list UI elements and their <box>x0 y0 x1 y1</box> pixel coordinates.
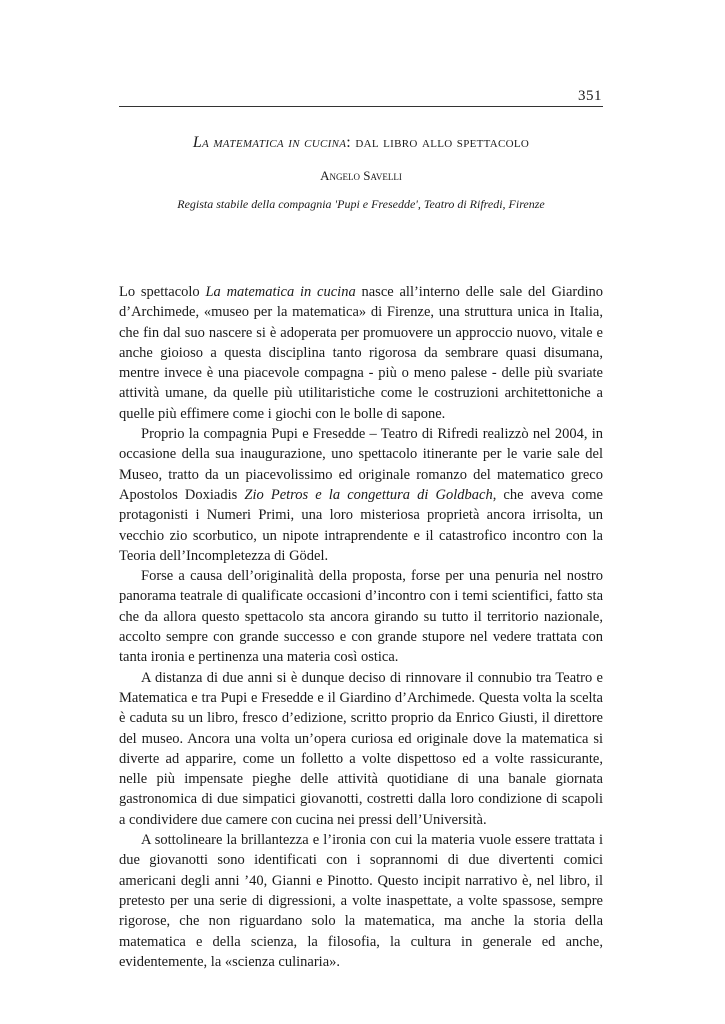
paragraph-2 <box>119 424 603 566</box>
paragraph-2-start: Proprio la compagnia Pupi e Fresedde – Teatro di Rifredi realizzò nel 2004, in occasione della sua inaugurazione, uno spettacolo itinerante per le varie sale del Museo, tratto da un piacevolissimo ed originale romanzo del matematico greco Apostolos Doxiadis <box>119 426 603 503</box>
paragraph-1-end: nasce all’interno delle sale del Giardino d’Archimede, «museo per la matematica» di Firenze, una struttura unica in Italia, che fin dal suo nascere si è adoperata per promuovere un approccio nuovo, vitale e anche gioioso a questa disciplina tanto rigorosa da sembrare quasi disumana, mentre invece è una piacevole compagna - più o meno palese - delle più svariate attività umane, da quelle più utilitaristiche come le costruzioni architettoniche a quelle più effimere come i giochi con le bolle di sapone. <box>119 284 603 422</box>
paragraph-3: Forse a causa dell’originalità della proposta, forse per una penuria nel nostro panorama teatrale di qualificate occasioni d’incontro con i temi scientifici, fatto sta che da allora questo spettacolo sta ancora girando su tutto il territorio nazionale, accolto sempre con grande successo e con grande stupore nel vedere trattata con tanta ironia e pertinenza una materia così ostica. <box>119 568 603 666</box>
paragraph-2-end: , che aveva come protagonisti i Numeri Primi, una loro misteriosa proprietà ancora irrisolta, un vecchio zio scorbutico, un nipote intraprendente e il catastrofico incontro con la Teoria dell’Incompletezza di Gödel. <box>119 486 603 564</box>
title-rest: : dal libro allo spettacolo <box>346 134 530 151</box>
body-text <box>119 282 603 972</box>
header-rule <box>119 106 603 107</box>
paragraph-4: A distanza di due anni si è dunque deciso di rinnovare il connubio tra Teatro e Matematica e tra Pupi e Fresedde e il Giardino d’Archimede. Questa volta la scelta è caduta su un libro, fresco d’edizione, scritto proprio da Enrico Giusti, il direttore del museo. Ancora una volta un’opera curiosa ed originale dove la matematica si diverte ad apparire, come un folletto a volte dispettoso ed a volte rassicurante, nelle più impensate pieghe delle attività quotidiane di una banale giornata gastronomica di due simpatici giovanotti, costretti dalla loro condizione di scapoli a condividere due camere con cucina nei pressi dell’Università. <box>119 669 603 828</box>
author-name: Angelo Savelli <box>320 168 402 183</box>
paragraph-1 <box>119 282 603 424</box>
title-italic: La matematica in cucina <box>192 134 347 151</box>
page-number: 351 <box>578 88 602 104</box>
paragraph-1-start: Lo spettacolo <box>119 284 206 300</box>
paragraph-5: A sottolineare la brillantezza e l’ironia con cui la materia vuole essere trattata i due giovanotti sono identificati con i soprannomi di due divertenti comici americani degli anni ’40, Gianni e Pinotto. Questo incipit narrativo è, nel libro, il pretesto per una serie di digressioni, a volte inaspettate, a volte spassose, sempre rigorose, che non riguardano solo la matematica, ma anche la storia della matematica e della scienza, la filosofia, la cultura in generale ed anche, evidentemente, la «scienza culinaria». <box>119 832 603 970</box>
author-affiliation: Regista stabile della compagnia 'Pupi e Fresedde', Teatro di Rifredi, Firenze <box>177 197 545 211</box>
novel-title: Zio Petros e la congettura di Goldbach <box>244 486 493 503</box>
article-title <box>119 134 603 152</box>
show-title: La matematica in cucina <box>205 284 356 300</box>
